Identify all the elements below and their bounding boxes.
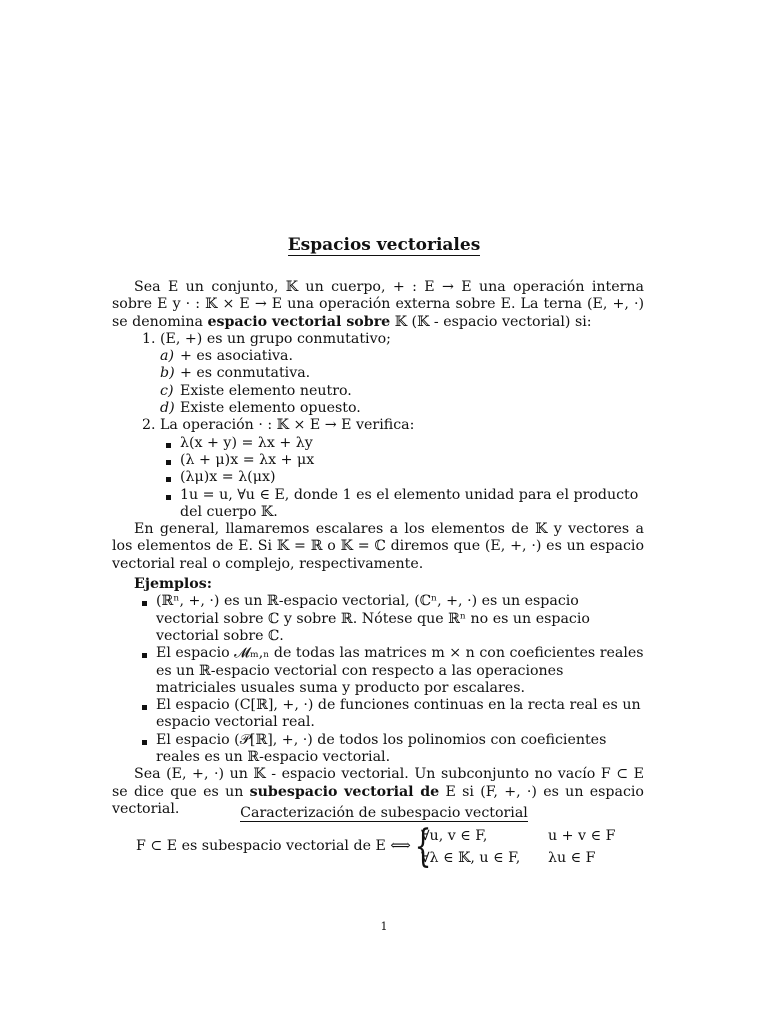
formula-case-2: ∀λ ∈ 𝕂, u ∈ F,: [421, 850, 521, 866]
condition-item: 2. La operación · : 𝕂 × E → E verifica: λ(x + y) = λx + λy (λ + μ)x = λx + μx (λμ)x = λ(μx) 1u = u, ∀u ∈ E, donde 1 es el elemento unidad para el producto del cuerpo 𝕂.: [142, 417, 644, 521]
term-subespacio-vectorial: subespacio vectorial de: [249, 783, 440, 800]
list-item: c) Existe elemento neutro.: [160, 382, 352, 399]
list-item: (λμ)x = λ(μx): [160, 469, 644, 486]
characterization-caption: Caracterización de subespacio vectorial: [240, 805, 528, 821]
list-item: d) Existe elemento opuesto.: [160, 400, 361, 417]
list-item: El espacio 𝓜ₘ,ₙ de todas las matrices m × n con coeficientes reales es un ℝ-espacio vectorial con respecto a las operaciones matriciales usuales suma y producto por escalares.: [136, 645, 644, 697]
page-title: Espacios vectoriales: [287, 235, 481, 255]
list-item: (ℝⁿ, +, ·) es un ℝ-espacio vectorial, (ℂⁿ, +, ·) es un espacio vectorial sobre ℂ y sobre ℝ. Nótese que ℝⁿ no es un espacio vectorial sobre ℂ.: [136, 593, 644, 645]
general-paragraph: En general, llamaremos escalares a los elementos de 𝕂 y vectores a los elementos de E. Si 𝕂 = ℝ o 𝕂 = ℂ diremos que (E, +, ·) es un espacio vectorial real o complejo, respectivamente.: [112, 521, 644, 572]
list-item: El espacio (𝒫[ℝ], +, ·) de todos los polinomios con coeficientes reales es un ℝ-espacio vectorial.: [136, 732, 644, 767]
main-body: [112, 279, 644, 818]
characterization-formula: [136, 821, 636, 872]
scalar-properties-list: [160, 435, 644, 521]
list-item: b) + es conmutativa.: [160, 365, 311, 382]
list-item: a) + es asociativa.: [160, 348, 294, 365]
list-item: El espacio (C[ℝ], +, ·) de funciones continuas en la recta real es un espacio vectorial real.: [136, 697, 644, 732]
intro-paragraph: Sea E un conjunto, 𝕂 un cuerpo, + : E → E una operación interna sobre E y · : 𝕂 × E → E una operación externa sobre E. La terna (E, +, ·) se denomina espacio vectorial sobre 𝕂 (𝕂 - espacio vectorial) si:: [112, 279, 644, 330]
page-number: 1: [380, 920, 388, 933]
examples-heading: Ejemplos:: [134, 576, 212, 593]
left-brace-icon: {: [414, 821, 432, 872]
subspace-paragraph: Sea (E, +, ·) un 𝕂 - espacio vectorial. Un subconjunto no vacío F ⊂ E se dice que es un subespacio vectorial de E si (F, +, ·) es un espacio vectorial.: [112, 766, 644, 817]
list-item: (λ + μ)x = λx + μx: [160, 452, 644, 469]
formula-result-2: λu ∈ F: [548, 850, 596, 866]
term-espacio-vectorial: espacio vectorial sobre: [207, 313, 391, 330]
examples-list: [136, 593, 644, 766]
conditions-list: [142, 331, 644, 521]
list-item: 1u = u, ∀u ∈ E, donde 1 es el elemento unidad para el producto del cuerpo 𝕂.: [160, 487, 644, 522]
formula-case-1: ∀u, v ∈ F,: [421, 828, 488, 844]
formula-lhs: F ⊂ E es subespacio vectorial de E ⟺: [136, 838, 411, 854]
group-properties-list: [160, 348, 644, 417]
formula-result-1: u + v ∈ F: [548, 828, 616, 844]
condition-item: 1. (E, +) es un grupo conmutativo; a) + es asociativa. b) + es conmutativa. c) Existe elemento neutro. d) Existe elemento opuesto.: [142, 331, 644, 417]
list-item: λ(x + y) = λx + λy: [160, 435, 644, 452]
